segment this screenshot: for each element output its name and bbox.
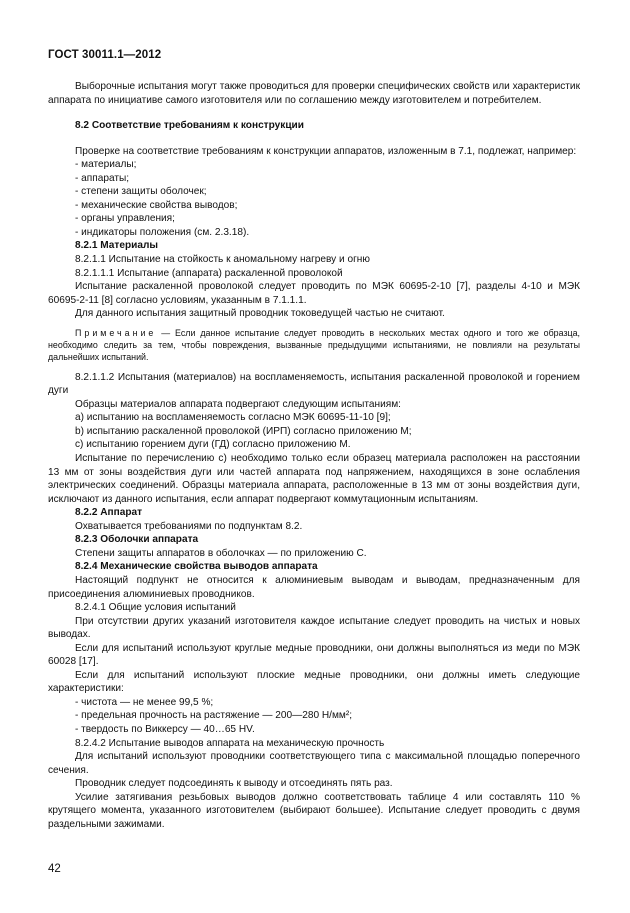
note	[48, 327, 580, 363]
section-8-2-3-text: Степени защиты аппаратов в оболочках — по приложению С.	[75, 547, 367, 559]
section-8-2-4-1-p3: Если для испытаний используют плоские медные проводники, они должны иметь следующие характеристики:	[48, 669, 580, 695]
list-item: - твердость по Виккерсу — 40…65 HV.	[75, 723, 255, 735]
list-item: - органы управления;	[75, 213, 175, 225]
list-item: - чистота — не менее 99,5 %;	[75, 696, 214, 708]
list-item: - предельная прочность на растяжение — 200—280 Н/мм²;	[75, 710, 353, 722]
section-8-2-text: Проверке на соответствие требованиям к конструкции аппаратов, изложенным в 7.1, подлежат, например:	[75, 145, 577, 157]
section-8-2-1-title: 8.2.1 Материалы	[75, 240, 158, 252]
list-item: b) испытанию раскаленной проволокой (ИРП) согласно приложению М;	[75, 425, 412, 437]
list-item: - механические свойства выводов;	[75, 199, 238, 211]
page-number: 42	[48, 863, 61, 875]
samples-text: Образцы материалов аппарата подвергают следующим испытаниям:	[75, 398, 401, 410]
list-item: - индикаторы положения (см. 2.3.18).	[75, 226, 250, 238]
list-item: c) испытанию горением дуги (ГД) согласно приложению М.	[75, 439, 351, 451]
note-label: Примечание	[75, 327, 157, 338]
list-item: - материалы;	[75, 159, 137, 171]
section-8-2-2-text: Охватывается требованиями по подпунктам 8.2.	[75, 520, 303, 532]
list-item: a) испытанию на воспламеняемость согласно МЭК 60695-11-10 [9];	[75, 412, 391, 424]
paragraph-intro: Выборочные испытания могут также проводиться для проверки специфических свойств или характеристик аппарата по инициативе самого изготовителя или по соглашению между изготовителем и потребителем.	[48, 81, 580, 106]
section-8-2-4-1-p1: При отсутствии других указаний изготовителя каждое испытание следует проводить на чистых и новых выводах.	[48, 615, 580, 641]
glow-wire-text: Испытание раскаленной проволокой следует проводить по МЭК 60695-2-10 [7], разделы 4-10 и МЭК 60695-2-11 [8] согласно условиям, указанным в 7.1.1.1.	[48, 281, 580, 306]
section-8-2-4-title: 8.2.4 Механические свойства выводов аппарата	[75, 561, 318, 573]
section-8-2-1-1-2: 8.2.1.1.2 Испытания (материалов) на воспламеняемость, испытания раскаленной проволокой и горением дуги	[48, 371, 580, 397]
section-8-2-4-2-p1: Для испытаний используют проводники соответствующего типа с максимальной площадью поперечного сечения.	[48, 751, 580, 776]
section-8-2-title: 8.2 Соответствие требованиям к конструкции	[75, 120, 304, 132]
document-body	[48, 80, 580, 831]
pe-conductor-text: Для данного испытания защитный проводник токоведущей частью не считают.	[75, 308, 445, 320]
list-item: - аппараты;	[75, 172, 130, 184]
section-8-2-4-1-p2: Если для испытаний используют круглые медные проводники, они должны выполняться из меди по МЭК 60028 [17].	[48, 642, 580, 668]
section-8-2-1-1-1: 8.2.1.1.1 Испытание (аппарата) раскаленной проволокой	[75, 267, 343, 279]
list-item: - степени защиты оболочек;	[75, 186, 207, 198]
document-header: ГОСТ 30011.1—2012	[48, 49, 162, 61]
section-8-2-4-text: Настоящий подпункт не относится к алюминиевым выводам и выводам, предназначенным для присоединения алюминиевых проводников.	[48, 574, 580, 600]
section-8-2-2-title: 8.2.2 Аппарат	[75, 507, 143, 519]
note-text: — Если данное испытание следует проводить в нескольких местах одного и того же образца, необходимо следить за тем, чтобы повреждения, вызванные предыдущими испытаниями, не повлияли на результаты дальнейших испытаний.	[48, 327, 580, 362]
section-8-2-4-2: 8.2.4.2 Испытание выводов аппарата на механическую прочность	[75, 737, 385, 749]
section-8-2-4-2-p2: Проводник следует подсоединять к выводу и отсоединять пять раз.	[75, 778, 393, 790]
enum-c-text: Испытание по перечислению с) необходимо только если образец материала расположен на расстоянии 13 мм от зоны воздействия дуги или частей аппарата под напряжением, находящихся в зоне ослабления электрических соединений. Образцы материала аппарата, расположенные в 13 мм от зоны воздействия дуги, исключают из данного испытания, если аппарат подвергают коммутационным испытаниям.	[48, 453, 580, 505]
section-8-2-1-1: 8.2.1.1 Испытание на стойкость к аномальному нагреву и огню	[75, 254, 370, 266]
section-8-2-4-1: 8.2.4.1 Общие условия испытаний	[75, 602, 236, 614]
section-8-2-4-2-p3: Усилие затягивания резьбовых выводов должно соответствовать таблице 4 или составлять 110 % крутящего момента, указанного изготовителем (выбирают большее). Испытание следует проводить с двумя раздельными зажимами.	[48, 791, 580, 830]
section-8-2-3-title: 8.2.3 Оболочки аппарата	[75, 534, 199, 546]
